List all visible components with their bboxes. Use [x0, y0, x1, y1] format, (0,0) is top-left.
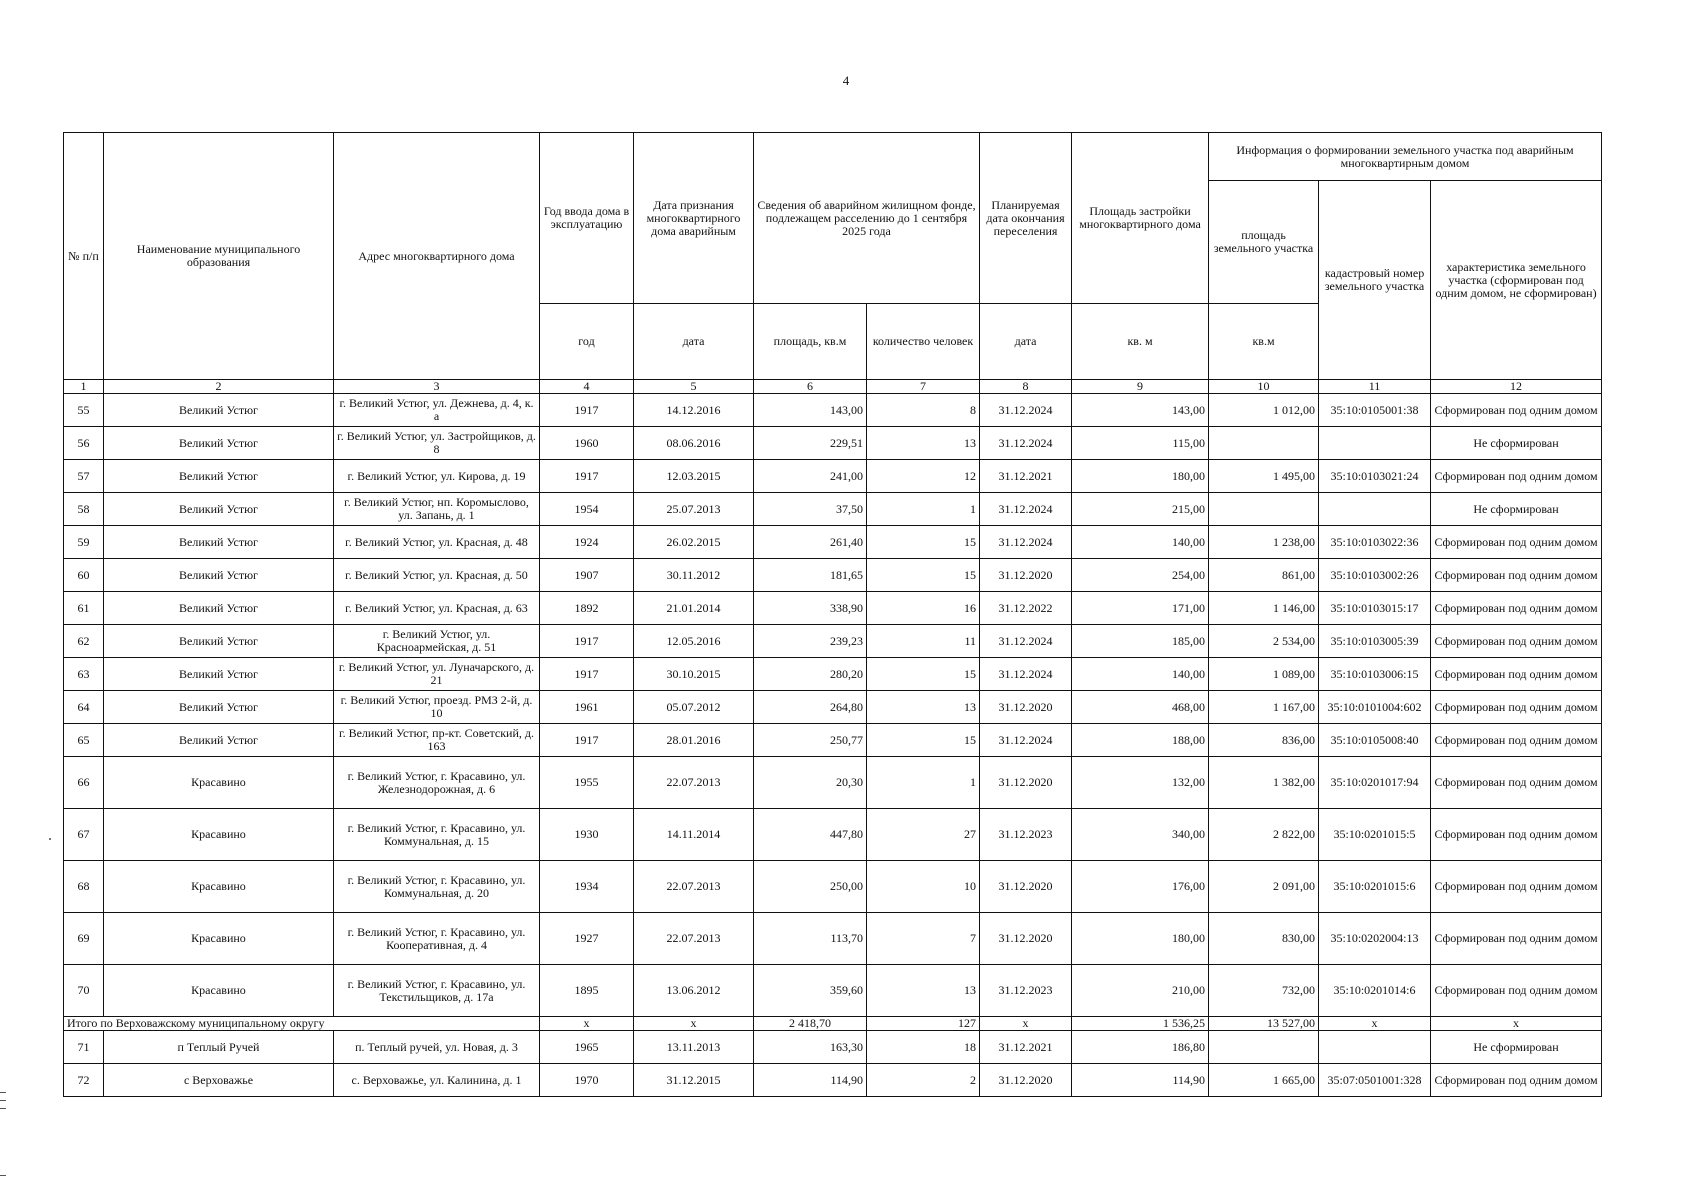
address-cell: г. Великий Устюг, проезд. РМЗ 2-й, д. 10 [334, 691, 540, 724]
unit-date: дата [634, 304, 754, 380]
built-area-cell: 140,00 [1072, 526, 1209, 559]
land-area-cell: 2 822,00 [1209, 809, 1319, 861]
area-cell: 163,30 [754, 1031, 867, 1064]
row-number: 70 [64, 965, 104, 1017]
table-row [64, 493, 1602, 526]
header-address: Адрес многоквартирного дома [334, 133, 540, 380]
area-cell: 250,00 [754, 861, 867, 913]
planned-date-cell: 31.12.2021 [980, 1031, 1072, 1064]
column-number: 10 [1209, 380, 1319, 394]
planned-date-cell: 31.12.2020 [980, 757, 1072, 809]
recognition-date-cell: 22.07.2013 [634, 913, 754, 965]
municipality-cell: с Верховажье [104, 1064, 334, 1097]
land-characteristic-cell: Сформирован под одним домом [1431, 658, 1602, 691]
land-area-cell: 2 534,00 [1209, 625, 1319, 658]
address-cell: г. Великий Устюг, г. Красавино, ул. Текстильщиков, д. 17а [334, 965, 540, 1017]
table-row [64, 861, 1602, 913]
table-row [64, 658, 1602, 691]
people-cell: 10 [867, 861, 980, 913]
cadastral-cell: 35:10:0103015:17 [1319, 592, 1431, 625]
table-row [64, 913, 1602, 965]
built-area-cell: 132,00 [1072, 757, 1209, 809]
recognition-date-cell: 31.12.2015 [634, 1064, 754, 1097]
people-cell: 8 [867, 394, 980, 427]
people-cell: 1 [867, 493, 980, 526]
built-area-cell: 468,00 [1072, 691, 1209, 724]
recognition-date-cell: 21.01.2014 [634, 592, 754, 625]
row-number: 61 [64, 592, 104, 625]
land-area-cell: 861,00 [1209, 559, 1319, 592]
land-area-cell: 1 012,00 [1209, 394, 1319, 427]
row-number: 60 [64, 559, 104, 592]
header-land-area: площадь земельного участка [1209, 181, 1319, 304]
year-cell: 1917 [540, 460, 634, 493]
year-cell: 1917 [540, 625, 634, 658]
recognition-date-cell: 05.07.2012 [634, 691, 754, 724]
header-land-info: Информация о формировании земельного участка под аварийным многоквартирным домом [1209, 133, 1602, 181]
recognition-date-cell: 26.02.2015 [634, 526, 754, 559]
recognition-date-cell: 22.07.2013 [634, 757, 754, 809]
planned-date-cell: 31.12.2020 [980, 1064, 1072, 1097]
land-characteristic-cell: Сформирован под одним домом [1431, 691, 1602, 724]
column-number: 7 [867, 380, 980, 394]
table-row [64, 625, 1602, 658]
table-row [64, 809, 1602, 861]
land-characteristic-cell: Сформирован под одним домом [1431, 861, 1602, 913]
total-date: x [634, 1017, 754, 1031]
people-cell: 18 [867, 1031, 980, 1064]
built-area-cell: 176,00 [1072, 861, 1209, 913]
cadastral-cell [1319, 493, 1431, 526]
area-cell: 229,51 [754, 427, 867, 460]
table-row [64, 559, 1602, 592]
recognition-date-cell: 25.07.2013 [634, 493, 754, 526]
built-area-cell: 115,00 [1072, 427, 1209, 460]
people-cell: 11 [867, 625, 980, 658]
scan-edge-mark [0, 1108, 6, 1109]
total-characteristic: x [1431, 1017, 1602, 1031]
municipality-cell: Красавино [104, 965, 334, 1017]
land-area-cell: 2 091,00 [1209, 861, 1319, 913]
cadastral-cell: 35:10:0201014:6 [1319, 965, 1431, 1017]
area-cell: 113,70 [754, 913, 867, 965]
unit-planned-date: дата [980, 304, 1072, 380]
people-cell: 2 [867, 1064, 980, 1097]
address-cell: г. Великий Устюг, ул. Красная, д. 48 [334, 526, 540, 559]
built-area-cell: 340,00 [1072, 809, 1209, 861]
land-area-cell: 1 382,00 [1209, 757, 1319, 809]
address-cell: г. Великий Устюг, ул. Красная, д. 50 [334, 559, 540, 592]
municipality-cell: Великий Устюг [104, 427, 334, 460]
column-number: 8 [980, 380, 1072, 394]
cadastral-cell: 35:10:0105008:40 [1319, 724, 1431, 757]
area-cell: 114,90 [754, 1064, 867, 1097]
cadastral-cell: 35:10:0103005:39 [1319, 625, 1431, 658]
land-characteristic-cell: Сформирован под одним домом [1431, 757, 1602, 809]
area-cell: 447,80 [754, 809, 867, 861]
table-row [64, 394, 1602, 427]
year-cell: 1961 [540, 691, 634, 724]
municipality-cell: Великий Устюг [104, 625, 334, 658]
table-body-after [64, 1031, 1602, 1097]
column-number: 12 [1431, 380, 1602, 394]
land-characteristic-cell: Не сформирован [1431, 1031, 1602, 1064]
year-cell: 1954 [540, 493, 634, 526]
unit-year: год [540, 304, 634, 380]
built-area-cell: 210,00 [1072, 965, 1209, 1017]
unit-people: количество человек [867, 304, 980, 380]
people-cell: 13 [867, 965, 980, 1017]
address-cell: г. Великий Устюг, ул. Кирова, д. 19 [334, 460, 540, 493]
land-area-cell: 830,00 [1209, 913, 1319, 965]
municipality-cell: Великий Устюг [104, 691, 334, 724]
table-row [64, 965, 1602, 1017]
header-year: Год ввода дома в эксплуатацию [540, 133, 634, 304]
land-area-cell: 836,00 [1209, 724, 1319, 757]
land-area-cell: 1 495,00 [1209, 460, 1319, 493]
total-people: 127 [867, 1017, 980, 1031]
area-cell: 239,23 [754, 625, 867, 658]
recognition-date-cell: 30.10.2015 [634, 658, 754, 691]
row-number: 64 [64, 691, 104, 724]
cadastral-cell: 35:10:0103021:24 [1319, 460, 1431, 493]
row-number: 58 [64, 493, 104, 526]
cadastral-cell: 35:10:0103006:15 [1319, 658, 1431, 691]
table-row [64, 691, 1602, 724]
total-cadastral: x [1319, 1017, 1431, 1031]
address-cell: с. Верховажье, ул. Калинина, д. 1 [334, 1064, 540, 1097]
built-area-cell: 186,80 [1072, 1031, 1209, 1064]
built-area-cell: 180,00 [1072, 460, 1209, 493]
municipality-cell: Великий Устюг [104, 493, 334, 526]
land-area-cell [1209, 427, 1319, 460]
municipality-cell: п Теплый Ручей [104, 1031, 334, 1064]
row-number: 72 [64, 1064, 104, 1097]
cadastral-cell: 35:10:0101004:602 [1319, 691, 1431, 724]
header-municipality: Наименование муниципального образования [104, 133, 334, 380]
planned-date-cell: 31.12.2023 [980, 809, 1072, 861]
land-area-cell: 1 238,00 [1209, 526, 1319, 559]
planned-date-cell: 31.12.2024 [980, 493, 1072, 526]
people-cell: 15 [867, 526, 980, 559]
recognition-date-cell: 14.11.2014 [634, 809, 754, 861]
recognition-date-cell: 12.03.2015 [634, 460, 754, 493]
year-cell: 1955 [540, 757, 634, 809]
land-characteristic-cell: Сформирован под одним домом [1431, 625, 1602, 658]
cadastral-cell: 35:10:0201017:94 [1319, 757, 1431, 809]
municipality-cell: Великий Устюг [104, 592, 334, 625]
planned-date-cell: 31.12.2024 [980, 625, 1072, 658]
municipality-cell: Великий Устюг [104, 526, 334, 559]
land-area-cell: 1 146,00 [1209, 592, 1319, 625]
unit-area: площадь, кв.м [754, 304, 867, 380]
column-number: 3 [334, 380, 540, 394]
people-cell: 16 [867, 592, 980, 625]
land-area-cell: 1 665,00 [1209, 1064, 1319, 1097]
land-characteristic-cell: Сформирован под одним домом [1431, 913, 1602, 965]
planned-date-cell: 31.12.2021 [980, 460, 1072, 493]
area-cell: 143,00 [754, 394, 867, 427]
people-cell: 15 [867, 559, 980, 592]
land-area-cell [1209, 493, 1319, 526]
row-number: 57 [64, 460, 104, 493]
land-characteristic-cell: Сформирован под одним домом [1431, 965, 1602, 1017]
land-characteristic-cell: Не сформирован [1431, 493, 1602, 526]
land-area-cell: 1 167,00 [1209, 691, 1319, 724]
row-number: 56 [64, 427, 104, 460]
table-row [64, 1064, 1602, 1097]
municipality-cell: Великий Устюг [104, 559, 334, 592]
header-emergency-info: Сведения об аварийном жилищном фонде, подлежащем расселению до 1 сентября 2025 года [754, 133, 980, 304]
address-cell: г. Великий Устюг, ул. Красная, д. 63 [334, 592, 540, 625]
year-cell: 1895 [540, 965, 634, 1017]
municipality-cell: Красавино [104, 757, 334, 809]
header-built-area: Площадь застройки многоквартирного дома [1072, 133, 1209, 304]
planned-date-cell: 31.12.2024 [980, 658, 1072, 691]
row-number: 68 [64, 861, 104, 913]
total-label: Итого по Верховажскому муниципальному округу [64, 1017, 540, 1031]
row-number: 69 [64, 913, 104, 965]
land-characteristic-cell: Сформирован под одним домом [1431, 809, 1602, 861]
area-cell: 338,90 [754, 592, 867, 625]
planned-date-cell: 31.12.2020 [980, 559, 1072, 592]
total-built: 1 536,25 [1072, 1017, 1209, 1031]
built-area-cell: 114,90 [1072, 1064, 1209, 1097]
column-number: 4 [540, 380, 634, 394]
land-characteristic-cell: Не сформирован [1431, 427, 1602, 460]
address-cell: г. Великий Устюг, пр-кт. Советский, д. 163 [334, 724, 540, 757]
area-cell: 181,65 [754, 559, 867, 592]
address-cell: г. Великий Устюг, г. Красавино, ул. Коммунальная, д. 15 [334, 809, 540, 861]
planned-date-cell: 31.12.2022 [980, 592, 1072, 625]
recognition-date-cell: 14.12.2016 [634, 394, 754, 427]
planned-date-cell: 31.12.2024 [980, 526, 1072, 559]
land-characteristic-cell: Сформирован под одним домом [1431, 526, 1602, 559]
built-area-cell: 185,00 [1072, 625, 1209, 658]
table-row [64, 757, 1602, 809]
built-area-cell: 188,00 [1072, 724, 1209, 757]
people-cell: 1 [867, 757, 980, 809]
planned-date-cell: 31.12.2024 [980, 394, 1072, 427]
column-number: 6 [754, 380, 867, 394]
cadastral-cell [1319, 1031, 1431, 1064]
scan-edge-mark [0, 1100, 6, 1101]
people-cell: 15 [867, 658, 980, 691]
planned-date-cell: 31.12.2020 [980, 861, 1072, 913]
people-cell: 7 [867, 913, 980, 965]
municipality-cell: Великий Устюг [104, 724, 334, 757]
land-characteristic-cell: Сформирован под одним домом [1431, 559, 1602, 592]
land-characteristic-cell: Сформирован под одним домом [1431, 592, 1602, 625]
area-cell: 359,60 [754, 965, 867, 1017]
scan-dot [49, 838, 51, 840]
recognition-date-cell: 13.06.2012 [634, 965, 754, 1017]
table-row [64, 592, 1602, 625]
people-cell: 15 [867, 724, 980, 757]
planned-date-cell: 31.12.2020 [980, 913, 1072, 965]
header-land-characteristic: характеристика земельного участка (сформирован под одним домом, не сформирован) [1431, 181, 1602, 380]
municipality-cell: Красавино [104, 913, 334, 965]
area-cell: 280,20 [754, 658, 867, 691]
year-cell: 1917 [540, 658, 634, 691]
year-cell: 1960 [540, 427, 634, 460]
year-cell: 1917 [540, 394, 634, 427]
planned-date-cell: 31.12.2023 [980, 965, 1072, 1017]
land-area-cell: 732,00 [1209, 965, 1319, 1017]
row-number: 67 [64, 809, 104, 861]
column-number-row [64, 380, 1602, 394]
table-row [64, 427, 1602, 460]
cadastral-cell: 35:07:0501001:328 [1319, 1064, 1431, 1097]
land-characteristic-cell: Сформирован под одним домом [1431, 724, 1602, 757]
year-cell: 1970 [540, 1064, 634, 1097]
table-row [64, 1031, 1602, 1064]
area-cell: 241,00 [754, 460, 867, 493]
address-cell: г. Великий Устюг, ул. Красноармейская, д. 51 [334, 625, 540, 658]
people-cell: 13 [867, 691, 980, 724]
year-cell: 1892 [540, 592, 634, 625]
planned-date-cell: 31.12.2020 [980, 691, 1072, 724]
address-cell: г. Великий Устюг, ул. Дежнева, д. 4, к. а [334, 394, 540, 427]
built-area-cell: 143,00 [1072, 394, 1209, 427]
land-area-cell [1209, 1031, 1319, 1064]
unit-built-area: кв. м [1072, 304, 1209, 380]
column-number: 11 [1319, 380, 1431, 394]
built-area-cell: 171,00 [1072, 592, 1209, 625]
header-no: № п/п [64, 133, 104, 380]
year-cell: 1965 [540, 1031, 634, 1064]
unit-land-area: кв.м [1209, 304, 1319, 380]
area-cell: 264,80 [754, 691, 867, 724]
row-number: 71 [64, 1031, 104, 1064]
scan-edge-mark [0, 1175, 6, 1176]
column-number: 1 [64, 380, 104, 394]
area-cell: 20,30 [754, 757, 867, 809]
land-characteristic-cell: Сформирован под одним домом [1431, 394, 1602, 427]
column-number: 5 [634, 380, 754, 394]
address-cell: г. Великий Устюг, нп. Коромыслово, ул. Запань, д. 1 [334, 493, 540, 526]
column-number: 2 [104, 380, 334, 394]
total-year: x [540, 1017, 634, 1031]
people-cell: 12 [867, 460, 980, 493]
year-cell: 1917 [540, 724, 634, 757]
address-cell: г. Великий Устюг, ул. Луначарского, д. 21 [334, 658, 540, 691]
people-cell: 27 [867, 809, 980, 861]
column-number: 9 [1072, 380, 1209, 394]
address-cell: г. Великий Устюг, г. Красавино, ул. Железнодорожная, д. 6 [334, 757, 540, 809]
row-number: 65 [64, 724, 104, 757]
total-section [64, 1017, 1602, 1031]
area-cell: 250,77 [754, 724, 867, 757]
planned-date-cell: 31.12.2024 [980, 427, 1072, 460]
municipality-cell: Великий Устюг [104, 658, 334, 691]
cadastral-cell: 35:10:0103002:26 [1319, 559, 1431, 592]
header-planned-date: Планируемая дата окончания переселения [980, 133, 1072, 304]
table-row [64, 460, 1602, 493]
cadastral-cell [1319, 427, 1431, 460]
municipality-cell: Великий Устюг [104, 394, 334, 427]
year-cell: 1930 [540, 809, 634, 861]
recognition-date-cell: 13.11.2013 [634, 1031, 754, 1064]
total-row [64, 1017, 1602, 1031]
total-planned: x [980, 1017, 1072, 1031]
table-row [64, 724, 1602, 757]
row-number: 55 [64, 394, 104, 427]
emergency-housing-table [63, 132, 1602, 1097]
cadastral-cell: 35:10:0103022:36 [1319, 526, 1431, 559]
people-cell: 13 [867, 427, 980, 460]
total-land: 13 527,00 [1209, 1017, 1319, 1031]
land-area-cell: 1 089,00 [1209, 658, 1319, 691]
table-row [64, 526, 1602, 559]
recognition-date-cell: 28.01.2016 [634, 724, 754, 757]
built-area-cell: 254,00 [1072, 559, 1209, 592]
municipality-cell: Красавино [104, 861, 334, 913]
cadastral-cell: 35:10:0202004:13 [1319, 913, 1431, 965]
row-number: 66 [64, 757, 104, 809]
header-recognition-date: Дата признания многоквартирного дома аварийным [634, 133, 754, 304]
cadastral-cell: 35:10:0201015:5 [1319, 809, 1431, 861]
built-area-cell: 180,00 [1072, 913, 1209, 965]
recognition-date-cell: 08.06.2016 [634, 427, 754, 460]
built-area-cell: 140,00 [1072, 658, 1209, 691]
total-area: 2 418,70 [754, 1017, 867, 1031]
row-number: 59 [64, 526, 104, 559]
recognition-date-cell: 12.05.2016 [634, 625, 754, 658]
row-number: 62 [64, 625, 104, 658]
municipality-cell: Красавино [104, 809, 334, 861]
year-cell: 1924 [540, 526, 634, 559]
year-cell: 1927 [540, 913, 634, 965]
area-cell: 37,50 [754, 493, 867, 526]
address-cell: г. Великий Устюг, г. Красавино, ул. Кооперативная, д. 4 [334, 913, 540, 965]
address-cell: г. Великий Устюг, ул. Застройщиков, д. 8 [334, 427, 540, 460]
land-characteristic-cell: Сформирован под одним домом [1431, 460, 1602, 493]
year-cell: 1934 [540, 861, 634, 913]
area-cell: 261,40 [754, 526, 867, 559]
recognition-date-cell: 30.11.2012 [634, 559, 754, 592]
cadastral-cell: 35:10:0105001:38 [1319, 394, 1431, 427]
row-number: 63 [64, 658, 104, 691]
municipality-cell: Великий Устюг [104, 460, 334, 493]
land-characteristic-cell: Сформирован под одним домом [1431, 1064, 1602, 1097]
address-cell: г. Великий Устюг, г. Красавино, ул. Коммунальная, д. 20 [334, 861, 540, 913]
address-cell: п. Теплый ручей, ул. Новая, д. 3 [334, 1031, 540, 1064]
built-area-cell: 215,00 [1072, 493, 1209, 526]
header-cadastral: кадастровый номер земельного участка [1319, 181, 1431, 380]
cadastral-cell: 35:10:0201015:6 [1319, 861, 1431, 913]
table-body [64, 394, 1602, 1017]
page-number: 4 [842, 73, 850, 88]
scan-edge-mark [0, 1092, 6, 1093]
recognition-date-cell: 22.07.2013 [634, 861, 754, 913]
planned-date-cell: 31.12.2024 [980, 724, 1072, 757]
year-cell: 1907 [540, 559, 634, 592]
